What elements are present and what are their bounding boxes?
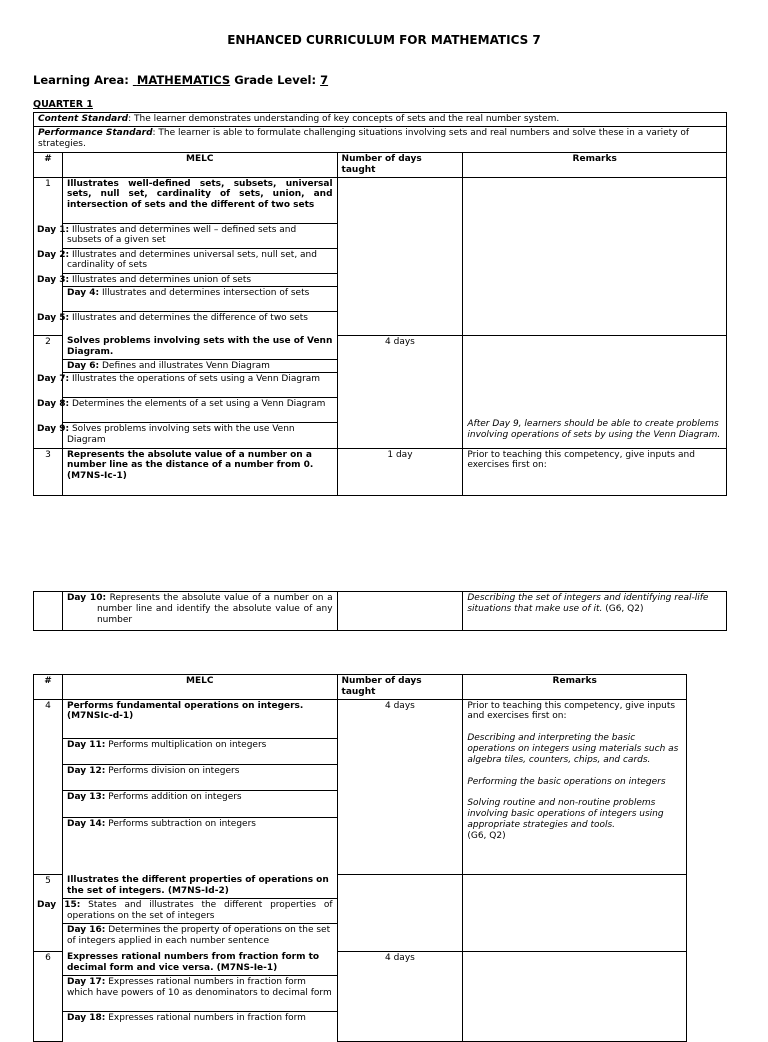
row-number: 5 bbox=[34, 874, 63, 951]
day-item: Day 8: Determines the elements of a set using a Venn Diagram bbox=[63, 397, 337, 422]
melc-cell bbox=[62, 699, 337, 874]
melc-cell: Represents the absolute value of a number on a number line as the distance of a number from 0. (M7NS-Ic-1) bbox=[62, 448, 337, 495]
grade-level-label: Grade Level: bbox=[234, 73, 317, 87]
header-num: # bbox=[34, 675, 63, 700]
remarks-intro: Prior to teaching this competency, give inputs and exercises first on: bbox=[467, 700, 676, 722]
table-row bbox=[34, 448, 727, 495]
row-number: 3 bbox=[34, 448, 63, 495]
melc-cell bbox=[62, 951, 337, 1041]
melc-cell bbox=[36, 177, 337, 335]
days-cell: 4 days bbox=[337, 335, 463, 448]
remarks-cell bbox=[463, 177, 727, 335]
row-number: 6 bbox=[34, 951, 63, 1041]
days-cell: 1 day bbox=[337, 448, 463, 495]
header-num: # bbox=[34, 153, 63, 178]
remarks-cell bbox=[463, 699, 687, 874]
day-item: Day 15: States and illustrates the different properties of operations on the set of integers bbox=[63, 898, 337, 923]
row-number: 4 bbox=[34, 699, 63, 874]
content-standard-row bbox=[34, 113, 727, 127]
days-cell bbox=[337, 874, 463, 951]
curriculum-table-3 bbox=[33, 674, 687, 1042]
table-row bbox=[34, 874, 687, 951]
melc-title: Illustrates the different properties of operations on the set of integers. (M7NS-Id-2) bbox=[66, 875, 329, 896]
header-remarks: Remarks bbox=[463, 675, 687, 700]
remarks-item: Solving routine and non-routine problems involving basic operations of integers using appropriate strategies and tools. bbox=[467, 798, 664, 830]
learning-area-label: Learning Area: bbox=[33, 73, 129, 87]
days-cell: 4 days bbox=[337, 951, 463, 1041]
table-header-row bbox=[34, 675, 687, 700]
day-item: Day 12: Performs division on integers bbox=[63, 764, 337, 790]
day-item: Day 13: Performs addition on integers bbox=[63, 790, 337, 817]
day-item: Day 11: Performs multiplication on integers bbox=[63, 738, 337, 764]
remarks-code: (G6, Q2) bbox=[467, 830, 506, 841]
day-item: Day 16: Determines the property of operations on the set of integers applied in each number sentence bbox=[63, 923, 337, 948]
remarks-cell: Prior to teaching this competency, give inputs and exercises first on: bbox=[463, 448, 727, 495]
melc-title: Illustrates well-defined sets, subsets, universal sets, null set, cardinality of sets, union, and intersection of sets and the different of two sets bbox=[66, 178, 333, 211]
performance-standard-row bbox=[34, 127, 727, 153]
day-item: Day 2: Illustrates and determines universal sets, null set, and cardinality of sets bbox=[63, 248, 337, 273]
remarks-cell: Describing the set of integers and identifying real-life situations that make use of it. (G6, Q2) bbox=[463, 592, 727, 631]
grade-level-value: 7 bbox=[320, 73, 329, 87]
remarks-cell bbox=[463, 951, 687, 1041]
day-item: Day 9: Solves problems involving sets with the use Venn Diagram bbox=[63, 422, 337, 447]
row-number bbox=[34, 592, 63, 631]
day-item: Day 7: Illustrates the operations of sets using a Venn Diagram bbox=[63, 372, 337, 397]
header-melc: MELC bbox=[62, 153, 337, 178]
remarks-cell bbox=[463, 874, 687, 951]
header-remarks: Remarks bbox=[463, 153, 727, 178]
days-cell bbox=[337, 592, 463, 631]
learning-area-value: MATHEMATICS bbox=[136, 73, 231, 87]
quarter-heading: QUARTER 1 bbox=[33, 99, 93, 110]
days-cell: 4 days bbox=[337, 699, 463, 874]
table-row bbox=[34, 699, 687, 874]
melc-title: Solves problems involving sets with the use of Venn Diagram. bbox=[66, 336, 333, 357]
remarks-item: Performing the basic operations on integers bbox=[467, 776, 666, 787]
content-standard: Content Standard: The learner demonstrates understanding of key concepts of sets and the real number system. bbox=[34, 113, 727, 127]
table-header-row bbox=[34, 153, 727, 178]
table-row bbox=[34, 335, 727, 448]
melc-title: Expresses rational numbers from fraction form to decimal form and vice versa. (M7NS-Ie-1) bbox=[66, 952, 320, 973]
remarks-cell bbox=[463, 335, 727, 448]
performance-standard: Performance Standard: The learner is able to formulate challenging situations involving sets and real numbers and solve these in a variety of strategies. bbox=[34, 127, 727, 153]
day-item: Day 3: Illustrates and determines union of sets bbox=[63, 273, 337, 286]
table-row bbox=[34, 177, 727, 335]
header-days: Number of days taught bbox=[337, 675, 463, 700]
table-row bbox=[34, 951, 687, 1041]
day-item: Day 4: Illustrates and determines intersection of sets bbox=[63, 286, 337, 311]
remarks-item: Describing and interpreting the basic operations on integers using materials such as algebra tiles, counters, chips, and cards. bbox=[467, 733, 679, 765]
header-melc: MELC bbox=[62, 675, 337, 700]
melc-title: Performs fundamental operations on integers. (M7NSIc-d-1) bbox=[66, 700, 304, 722]
row-number: 1 bbox=[34, 177, 63, 335]
day-item: Day 10: Represents the absolute value of a number on a number line and identify the absolute value of any number bbox=[62, 592, 337, 631]
document-title: ENHANCED CURRICULUM FOR MATHEMATICS 7 bbox=[227, 33, 541, 47]
day-item: Day 6: Defines and illustrates Venn Diagram bbox=[63, 359, 337, 372]
curriculum-table-1 bbox=[33, 112, 727, 496]
learning-area-line bbox=[33, 73, 328, 87]
melc-cell bbox=[36, 335, 337, 448]
melc-cell bbox=[36, 874, 337, 951]
curriculum-table-2 bbox=[33, 591, 727, 631]
day-item: Day 17: Expresses rational numbers in fraction form which have powers of 10 as denominators to decimal form bbox=[63, 975, 337, 1011]
day-item: Day 14: Performs subtraction on integers bbox=[63, 817, 337, 874]
day-item: Day 5: Illustrates and determines the difference of two sets bbox=[63, 311, 337, 335]
days-cell bbox=[337, 177, 463, 335]
day-item: Day 1: Illustrates and determines well – defined sets and subsets of a given set bbox=[63, 223, 337, 248]
row-number: 2 bbox=[34, 335, 63, 448]
remarks-text: After Day 9, learners should be able to create problems involving operations of sets by using the Venn Diagram. bbox=[467, 419, 721, 440]
day-item: Day 18: Expresses rational numbers in fraction form bbox=[63, 1011, 337, 1034]
table-row bbox=[34, 592, 727, 631]
header-days: Number of days taught bbox=[337, 153, 463, 178]
